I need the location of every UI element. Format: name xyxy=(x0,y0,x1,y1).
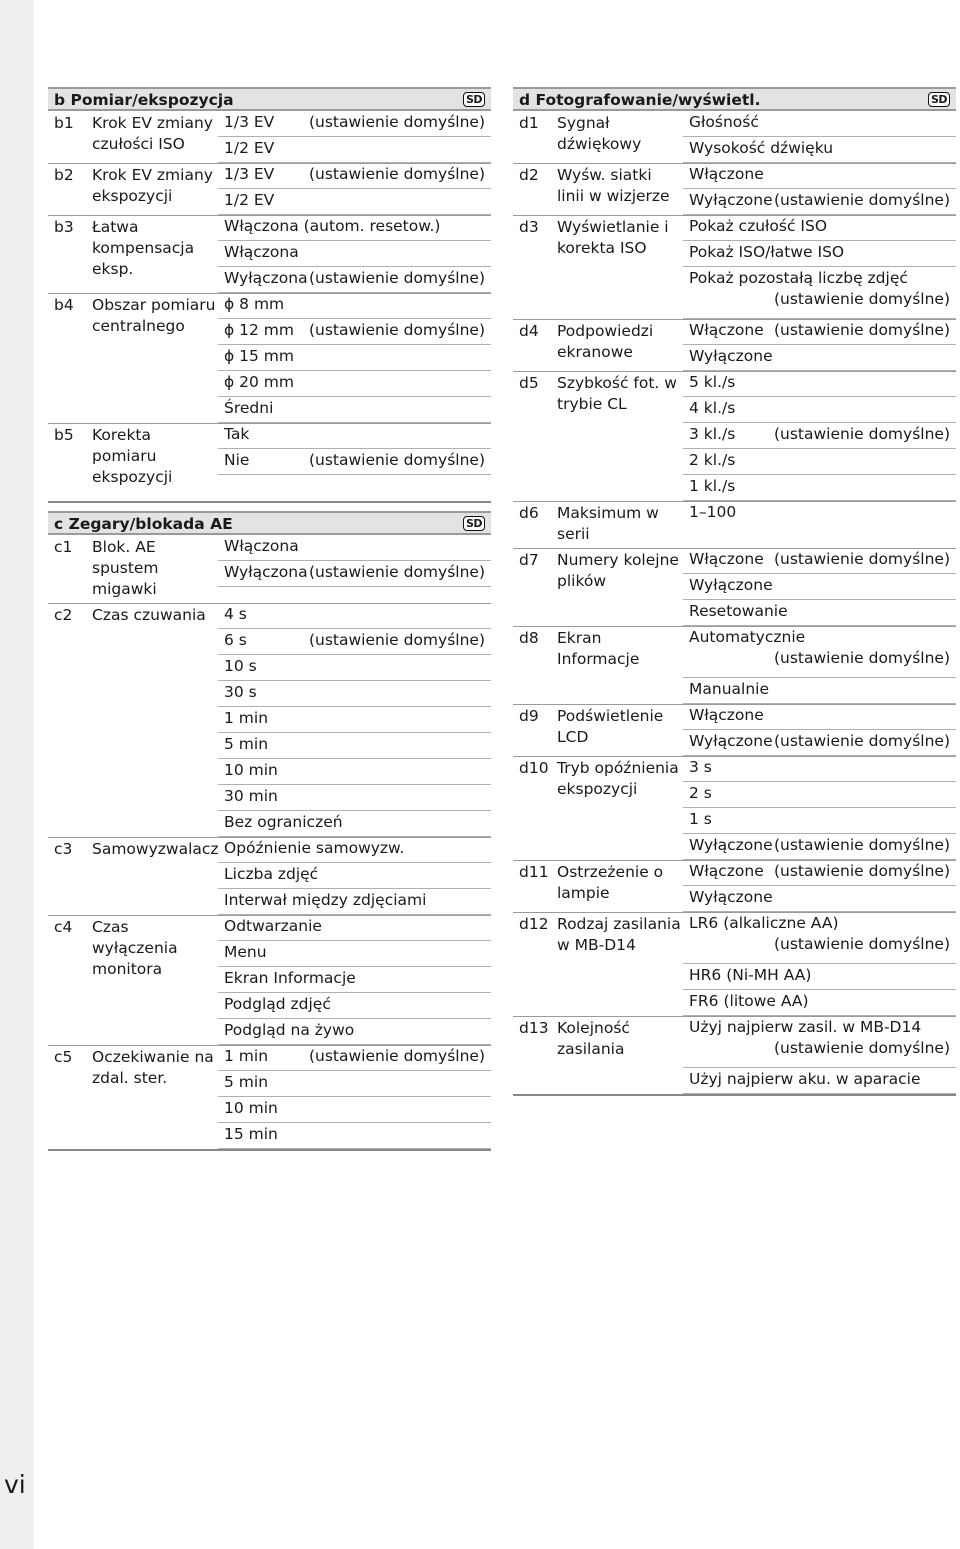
option-value: LR6 (alkaliczne AA) xyxy=(689,914,839,932)
option-value: Głośność xyxy=(689,113,759,131)
setting-option xyxy=(218,993,491,1019)
page-number: vi xyxy=(4,1470,26,1499)
setting-code: c3 xyxy=(54,840,73,858)
option-value: Podgląd zdjęć xyxy=(224,995,331,1013)
setting-option xyxy=(218,655,491,681)
page-margin-strip xyxy=(0,0,34,1549)
setting-option xyxy=(683,345,956,371)
default-marker: (ustawienie domyślne) xyxy=(773,290,950,308)
setting-code: d12 xyxy=(519,915,549,933)
option-value: Wyłączona xyxy=(224,563,308,581)
setting-name: Maksimum w serii xyxy=(557,504,659,543)
section-title: d Fotografowanie/wyświetl. xyxy=(519,91,761,109)
setting-option xyxy=(218,371,491,397)
option-value: 30 min xyxy=(224,787,278,805)
setting-option xyxy=(218,629,491,655)
setting-code: c1 xyxy=(54,538,73,556)
setting-option xyxy=(683,111,956,137)
option-value: 1/2 EV xyxy=(224,191,275,209)
setting-option xyxy=(218,535,491,561)
setting-option xyxy=(218,603,491,629)
setting-name: Ostrzeżenie o lampie xyxy=(557,863,664,902)
setting-option xyxy=(683,860,956,886)
option-value: Wyłączone xyxy=(689,732,773,750)
setting-option xyxy=(218,345,491,371)
default-marker: (ustawienie domyślne) xyxy=(308,631,485,649)
setting-name: Blok. AE spustem migawki xyxy=(92,538,159,598)
setting-name: Czas wyłączenia monitora xyxy=(92,918,178,978)
option-value: Pokaż ISO/łatwe ISO xyxy=(689,243,845,261)
option-value: ϕ 12 mm xyxy=(224,321,294,339)
setting-option xyxy=(218,267,491,293)
option-value: 15 min xyxy=(224,1125,278,1143)
setting-name: Oczekiwanie na zdal. ster. xyxy=(92,1048,214,1087)
default-marker: (ustawienie domyślne) xyxy=(773,425,950,443)
setting-name: Obszar pomiaru centralnego xyxy=(92,296,216,335)
setting-option xyxy=(683,449,956,475)
setting-option xyxy=(683,548,956,574)
option-value: Wysokość dźwięku xyxy=(689,139,834,157)
setting-option xyxy=(683,808,956,834)
setting-option xyxy=(683,475,956,501)
option-value: Włączone xyxy=(689,862,764,880)
option-value: 30 s xyxy=(224,683,257,701)
setting-option xyxy=(683,704,956,730)
default-marker: (ustawienie domyślne) xyxy=(308,269,485,287)
setting-option xyxy=(683,886,956,912)
option-value: Podgląd na żywo xyxy=(224,1021,355,1039)
option-value: Pokaż pozostałą liczbę zdjęć xyxy=(689,269,908,287)
setting-option xyxy=(218,785,491,811)
setting-option xyxy=(218,811,491,837)
setting-code: d3 xyxy=(519,218,539,236)
option-value: Wyłączone xyxy=(689,836,773,854)
setting-option xyxy=(218,111,491,137)
default-marker: (ustawienie domyślne) xyxy=(773,862,950,880)
default-marker: (ustawienie domyślne) xyxy=(308,165,485,183)
setting-option xyxy=(218,707,491,733)
option-value: ϕ 20 mm xyxy=(224,373,294,391)
setting-code: d13 xyxy=(519,1019,549,1037)
setting-option xyxy=(683,501,956,527)
option-value: Bez ograniczeń xyxy=(224,813,343,831)
setting-name: Kolejność zasilania xyxy=(557,1019,630,1058)
sd-card-icon: SD xyxy=(463,92,485,107)
option-value: 5 min xyxy=(224,1073,269,1091)
setting-code: d6 xyxy=(519,504,539,522)
setting-option xyxy=(218,837,491,863)
option-value: Opóźnienie samowyzw. xyxy=(224,839,405,857)
option-value: Użyj najpierw zasil. w MB-D14 xyxy=(689,1018,922,1036)
option-value: 1 min xyxy=(224,1047,269,1065)
setting-option xyxy=(683,215,956,241)
section-header xyxy=(48,511,491,535)
setting-option xyxy=(218,293,491,319)
setting-name: Sygnał dźwiękowy xyxy=(557,114,642,153)
setting-name: Numery kolejne plików xyxy=(557,551,679,590)
setting-name: Krok EV zmiany czułości ISO xyxy=(92,114,213,153)
option-value: Włączone xyxy=(689,550,764,568)
default-marker: (ustawienie domyślne) xyxy=(773,836,950,854)
section-end-rule xyxy=(513,1094,956,1096)
setting-option xyxy=(218,759,491,785)
default-marker: (ustawienie domyślne) xyxy=(308,113,485,131)
option-value: Manualnie xyxy=(689,680,769,698)
setting-option xyxy=(218,967,491,993)
option-value: 10 min xyxy=(224,1099,278,1117)
default-marker: (ustawienie domyślne) xyxy=(773,1039,950,1057)
option-value: Menu xyxy=(224,943,267,961)
option-value: Użyj najpierw aku. w aparacie xyxy=(689,1070,921,1088)
option-value: Włączona xyxy=(224,537,299,555)
option-value: Wyłączone xyxy=(689,888,773,906)
option-value: Włączone xyxy=(689,165,764,183)
option-value: 2 s xyxy=(689,784,712,802)
option-value: Pokaż czułość ISO xyxy=(689,217,828,235)
setting-option xyxy=(683,137,956,163)
default-marker: (ustawienie domyślne) xyxy=(308,451,485,469)
section-end-rule xyxy=(48,1149,491,1151)
default-marker: (ustawienie domyślne) xyxy=(773,732,950,750)
default-marker: (ustawienie domyślne) xyxy=(773,321,950,339)
default-marker: (ustawienie domyślne) xyxy=(773,649,950,667)
default-marker: (ustawienie domyślne) xyxy=(773,550,950,568)
setting-code: d10 xyxy=(519,759,549,777)
option-value: Średni xyxy=(224,399,274,417)
option-value: Nie xyxy=(224,451,250,469)
setting-code: b5 xyxy=(54,426,74,444)
setting-option xyxy=(218,915,491,941)
option-value: Wyłączone xyxy=(689,191,773,209)
option-value: 4 kl./s xyxy=(689,399,736,417)
setting-option xyxy=(683,423,956,449)
option-value: 1–100 xyxy=(689,503,737,521)
option-value: HR6 (Ni-MH AA) xyxy=(689,966,812,984)
setting-option xyxy=(683,241,956,267)
setting-option xyxy=(683,600,956,626)
option-value: 6 s xyxy=(224,631,247,649)
setting-option xyxy=(683,1016,956,1068)
option-value: 1 min xyxy=(224,709,269,727)
option-value: Włączone xyxy=(689,321,764,339)
setting-option xyxy=(683,397,956,423)
setting-name: Podpowiedzi ekranowe xyxy=(557,322,654,361)
setting-option xyxy=(683,964,956,990)
setting-option xyxy=(683,267,956,319)
option-value: 2 kl./s xyxy=(689,451,736,469)
setting-name: Wyśw. siatki linii w wizjerze xyxy=(557,166,670,205)
option-value: 3 kl./s xyxy=(689,425,736,443)
setting-option xyxy=(218,733,491,759)
setting-option xyxy=(218,681,491,707)
setting-option xyxy=(683,834,956,860)
option-value: Włączone xyxy=(689,706,764,724)
option-value: Interwał między zdjęciami xyxy=(224,891,427,909)
setting-option xyxy=(683,678,956,704)
setting-code: c2 xyxy=(54,606,73,624)
setting-name: Łatwa kompensacja eksp. xyxy=(92,218,195,278)
setting-code: d5 xyxy=(519,374,539,392)
option-value: Automatycznie xyxy=(689,628,806,646)
setting-name: Szybkość fot. w trybie CL xyxy=(557,374,677,413)
setting-option xyxy=(683,756,956,782)
setting-option xyxy=(683,912,956,964)
section-header xyxy=(48,87,491,111)
setting-option xyxy=(218,397,491,423)
setting-code: d7 xyxy=(519,551,539,569)
setting-option xyxy=(218,889,491,915)
setting-name: Krok EV zmiany ekspozycji xyxy=(92,166,213,205)
setting-option xyxy=(218,163,491,189)
setting-option xyxy=(218,1071,491,1097)
setting-option xyxy=(683,574,956,600)
setting-code: b1 xyxy=(54,114,74,132)
section-title: b Pomiar/ekspozycja xyxy=(54,91,234,109)
option-value: Odtwarzanie xyxy=(224,917,322,935)
setting-code: c5 xyxy=(54,1048,73,1066)
option-value: Wyłączona xyxy=(224,269,308,287)
option-value: Tak xyxy=(224,425,250,443)
section-title: c Zegary/blokada AE xyxy=(54,515,233,533)
option-value: Resetowanie xyxy=(689,602,788,620)
option-value: Włączona (autom. resetow.) xyxy=(224,217,441,235)
setting-name: Korekta pomiaru ekspozycji xyxy=(92,426,173,486)
setting-option xyxy=(683,626,956,678)
setting-option xyxy=(683,319,956,345)
option-value: 5 kl./s xyxy=(689,373,736,391)
setting-name: Samowyzwalacz xyxy=(92,840,219,858)
option-value: 1/3 EV xyxy=(224,165,275,183)
option-value: 1/3 EV xyxy=(224,113,275,131)
setting-code: d11 xyxy=(519,863,549,881)
setting-name: Wyświetlanie i korekta ISO xyxy=(557,218,669,257)
default-marker: (ustawienie domyślne) xyxy=(308,321,485,339)
setting-option xyxy=(218,561,491,587)
setting-name: Podświetlenie LCD xyxy=(557,707,664,746)
setting-option xyxy=(683,730,956,756)
sd-card-icon: SD xyxy=(463,516,485,531)
option-value: 10 s xyxy=(224,657,257,675)
setting-code: b3 xyxy=(54,218,74,236)
default-marker: (ustawienie domyślne) xyxy=(308,563,485,581)
setting-option xyxy=(683,189,956,215)
setting-option xyxy=(218,215,491,241)
option-value: ϕ 8 mm xyxy=(224,295,285,313)
setting-code: d4 xyxy=(519,322,539,340)
setting-code: d2 xyxy=(519,166,539,184)
setting-name: Czas czuwania xyxy=(92,606,206,624)
option-value: 4 s xyxy=(224,605,247,623)
option-value: 1 s xyxy=(689,810,712,828)
setting-option xyxy=(218,137,491,163)
section-end-rule xyxy=(48,501,491,503)
setting-option xyxy=(218,241,491,267)
option-value: Liczba zdjęć xyxy=(224,865,319,883)
sd-card-icon: SD xyxy=(928,92,950,107)
setting-option xyxy=(683,371,956,397)
setting-option xyxy=(218,423,491,449)
option-value: 5 min xyxy=(224,735,269,753)
option-value: Ekran Informacje xyxy=(224,969,356,987)
setting-name: Ekran Informacje xyxy=(557,629,640,668)
option-value: ϕ 15 mm xyxy=(224,347,294,365)
option-value: Wyłączone xyxy=(689,576,773,594)
option-value: 3 s xyxy=(689,758,712,776)
setting-code: d1 xyxy=(519,114,539,132)
option-value: Wyłączone xyxy=(689,347,773,365)
setting-option xyxy=(683,1068,956,1094)
setting-option xyxy=(218,941,491,967)
setting-name: Tryb opóźnienia ekspozycji xyxy=(557,759,679,798)
section-header xyxy=(513,87,956,111)
setting-option xyxy=(218,863,491,889)
option-value: 1/2 EV xyxy=(224,139,275,157)
setting-option xyxy=(218,319,491,345)
setting-option xyxy=(218,1045,491,1071)
option-value: FR6 (litowe AA) xyxy=(689,992,809,1010)
setting-code: b2 xyxy=(54,166,74,184)
option-value: Włączona xyxy=(224,243,299,261)
option-value: 1 kl./s xyxy=(689,477,736,495)
setting-option xyxy=(218,189,491,215)
setting-option xyxy=(218,1019,491,1045)
default-marker: (ustawienie domyślne) xyxy=(308,1047,485,1065)
option-value: 10 min xyxy=(224,761,278,779)
setting-option xyxy=(683,990,956,1016)
setting-code: d9 xyxy=(519,707,539,725)
setting-code: d8 xyxy=(519,629,539,647)
setting-code: b4 xyxy=(54,296,74,314)
setting-option xyxy=(218,1097,491,1123)
default-marker: (ustawienie domyślne) xyxy=(773,191,950,209)
default-marker: (ustawienie domyślne) xyxy=(773,935,950,953)
setting-option xyxy=(218,1123,491,1149)
setting-code: c4 xyxy=(54,918,73,936)
setting-name: Rodzaj zasilania w MB-D14 xyxy=(557,915,681,954)
setting-option xyxy=(683,163,956,189)
setting-option xyxy=(218,449,491,475)
setting-option xyxy=(683,782,956,808)
